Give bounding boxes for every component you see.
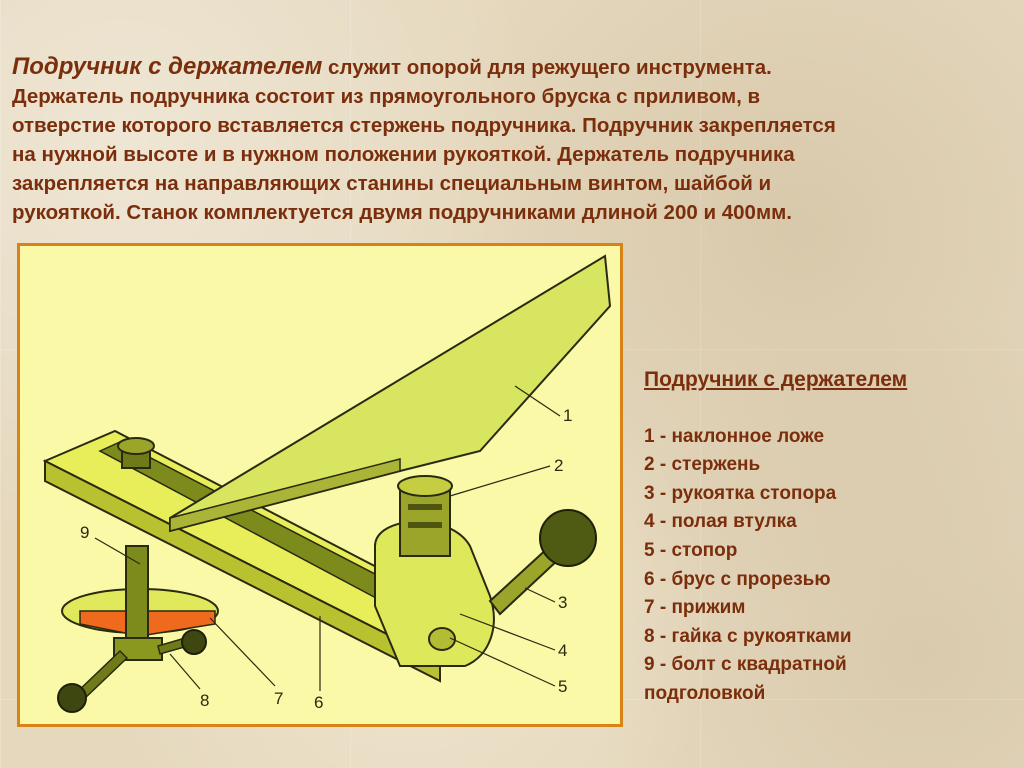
callout-3: 3	[558, 593, 568, 612]
legend-item: 5 - стопор	[644, 539, 738, 561]
clamp-bolt	[118, 438, 154, 468]
legend-item: 6 - брус с прорезью	[644, 568, 831, 590]
legend-item-continuation: подголовкой	[644, 682, 766, 704]
inclined-bed	[170, 256, 610, 531]
intro-line: закрепляется на направляющих станины специальным винтом, шайбой и	[12, 172, 772, 195]
tool-rest-illustration	[17, 243, 623, 727]
intro-title-tail: служит опорой для режущего инструмента.	[322, 56, 772, 79]
legend-item: 1 - наклонное ложе	[644, 425, 825, 447]
intro-line: Держатель подручника состоит из прямоугольного бруска с приливом, в	[12, 85, 761, 108]
intro-line: рукояткой. Станок комплектуется двумя подручниками длиной 200 и 400мм.	[12, 201, 792, 224]
legend-item: 3 - рукоятка стопора	[644, 482, 837, 504]
callout-6: 6	[314, 693, 324, 712]
callout-4: 4	[558, 641, 568, 660]
intro-first-line	[12, 52, 1012, 82]
intro-line: отверстие которого вставляется стержень подручника. Подручник закрепляется	[12, 114, 836, 137]
legend-list	[644, 423, 1014, 709]
stem	[398, 476, 452, 556]
callout-9: 9	[80, 523, 90, 542]
legend-item: 4 - полая втулка	[644, 511, 797, 533]
callout-2: 2	[554, 456, 564, 475]
legend-caption: Подручник с держателем	[644, 368, 908, 391]
callout-5: 5	[558, 677, 568, 696]
legend-item: 8 - гайка с рукоятками	[644, 625, 852, 647]
tool-rest-drawing	[20, 246, 620, 724]
intro-title: Подручник с держателем	[12, 53, 323, 80]
callout-7: 7	[274, 689, 284, 708]
legend-item: 2 - стержень	[644, 454, 761, 476]
intro-line: на нужной высоте и в нужном положении рукояткой. Держатель подручника	[12, 143, 795, 166]
locking-handle	[490, 510, 596, 614]
callout-8: 8	[200, 691, 210, 710]
legend-item: 7 - прижим	[644, 597, 746, 619]
legend-item: 9 - болт с квадратной	[644, 654, 847, 676]
callout-1: 1	[563, 406, 573, 425]
intro-text	[12, 52, 1012, 227]
parts-legend	[644, 366, 1014, 709]
